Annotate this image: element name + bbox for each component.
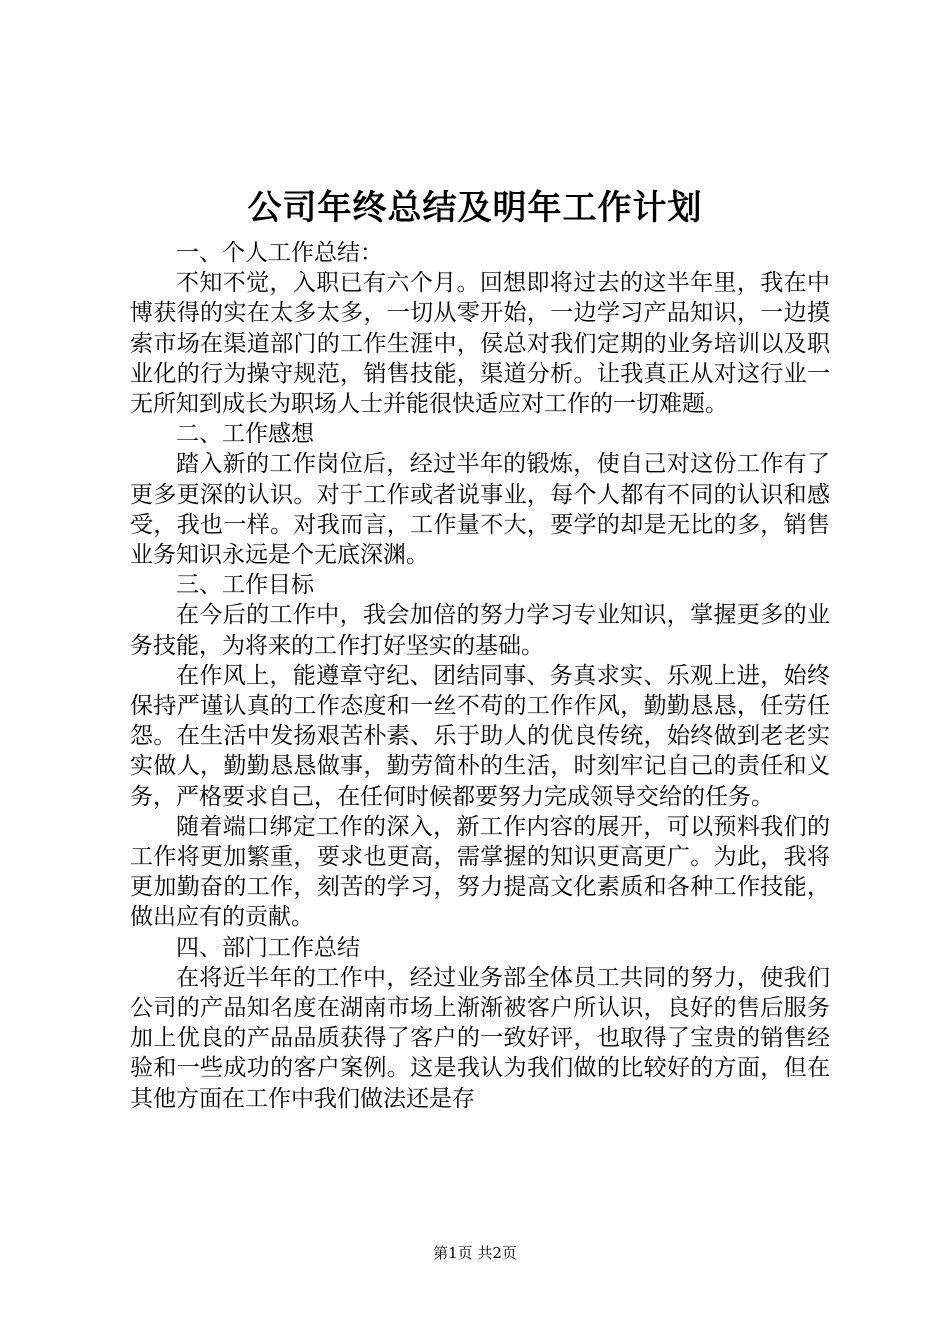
document-title: 公司年终总结及明年工作计划	[247, 188, 703, 228]
heading-work-reflections: 二、工作感想	[176, 421, 314, 448]
paragraph-goals-study: 在今后的工作中，我会加倍的努力学习专业知识，掌握更多的业务技能，为将来的工作打好坚实的基础。	[130, 602, 830, 659]
paragraph-work-reflections: 踏入新的工作岗位后，经过半年的锻炼，使自己对这份工作有了更多更深的认识。对于工作或者说事业，每个人都有不同的认识和感受，我也一样。对我而言，工作量不大，要学的却是无比的多，销售业务知识永远是个无底深渊。	[130, 451, 830, 569]
document-body	[130, 238, 830, 1114]
paragraph-department-summary: 在将近半年的工作中，经过业务部全体员工共同的努力，使我们公司的产品知名度在湖南市场上渐渐被客户所认识，良好的售后服务加上优良的产品品质获得了客户的一致好评，也取得了宝贵的销售经验和一些成功的客户案例。这是我认为我们做的比较好的方面，但在其他方面在工作中我们做法还是存	[130, 964, 830, 1112]
heading-department-summary: 四、部门工作总结	[176, 934, 360, 961]
paragraph-personal-summary: 不知不觉，入职已有六个月。回想即将过去的这半年里，我在中博获得的实在太多太多，一切从零开始，一边学习产品知识，一边摸索市场在渠道部门的工作生涯中，侯总对我们定期的业务培训以及职业化的行为操守规范，销售技能，渠道分析。让我真正从对这行业一无所知到成长为职场人士并能很快适应对工作的一切难题。	[130, 270, 830, 418]
heading-work-goals: 三、工作目标	[176, 572, 314, 599]
heading-personal-summary: 一、个人工作总结：	[176, 240, 383, 266]
paragraph-goals-conduct: 在作风上，能遵章守纪、团结同事、务真求实、乐观上进，始终保持严谨认真的工作态度和一丝不苟的工作作风，勤勤恳恳，任劳任怨。在生活中发扬艰苦朴素、乐于助人的优良传统，始终做到老老实实做人，勤勤恳恳做事，勤劳简朴的生活，时刻牢记自己的责任和义务，严格要求自己，在任何时候都要努力完成领导交给的任务。	[130, 662, 830, 810]
page-number-footer: 第1页 共2页	[433, 1244, 517, 1262]
paragraph-goals-effort: 随着端口绑定工作的深入，新工作内容的展开，可以预料我们的工作将更加繁重，要求也更高，需掌握的知识更高更广。为此，我将更加勤奋的工作，刻苦的学习，努力提高文化素质和各种工作技能，做出应有的贡献。	[130, 813, 830, 931]
